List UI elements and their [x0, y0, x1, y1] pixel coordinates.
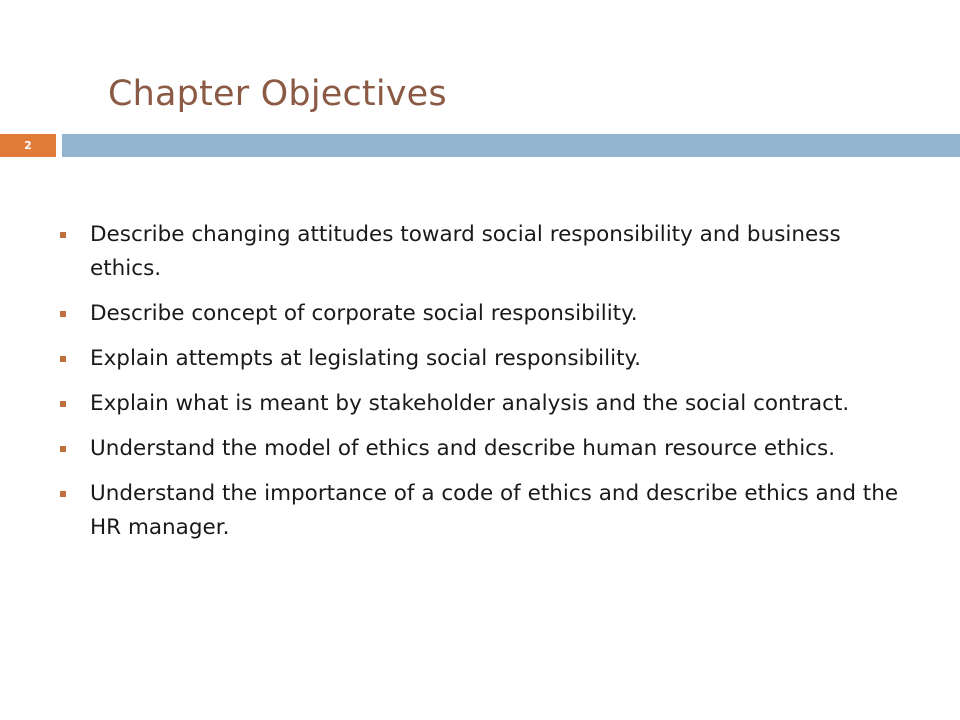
- square-bullet-icon: [60, 446, 66, 452]
- list-item: [60, 342, 910, 376]
- title-divider-bar: [62, 134, 960, 157]
- list-item-text: Understand the model of ethics and describe human resource ethics.: [90, 436, 836, 461]
- list-item-text: Explain what is meant by stakeholder analysis and the social contract.: [90, 391, 850, 416]
- list-item-text: Describe changing attitudes toward social responsibility and business ethics.: [90, 222, 841, 281]
- square-bullet-icon: [60, 311, 66, 317]
- square-bullet-icon: [60, 401, 66, 407]
- list-item-text: Describe concept of corporate social responsibility.: [90, 301, 638, 326]
- slide-number-badge: 2: [0, 134, 56, 157]
- list-item: [60, 218, 910, 286]
- list-item-text: Explain attempts at legislating social responsibility.: [90, 346, 642, 371]
- square-bullet-icon: [60, 232, 66, 238]
- square-bullet-icon: [60, 491, 66, 497]
- square-bullet-icon: [60, 356, 66, 362]
- list-item: [60, 387, 910, 421]
- list-item: [60, 432, 910, 466]
- list-item-text: Understand the importance of a code of ethics and describe ethics and the HR manager.: [90, 481, 899, 540]
- list-item: [60, 477, 910, 545]
- objectives-list: [60, 218, 910, 556]
- list-item: [60, 297, 910, 331]
- slide-title: Chapter Objectives: [108, 74, 447, 114]
